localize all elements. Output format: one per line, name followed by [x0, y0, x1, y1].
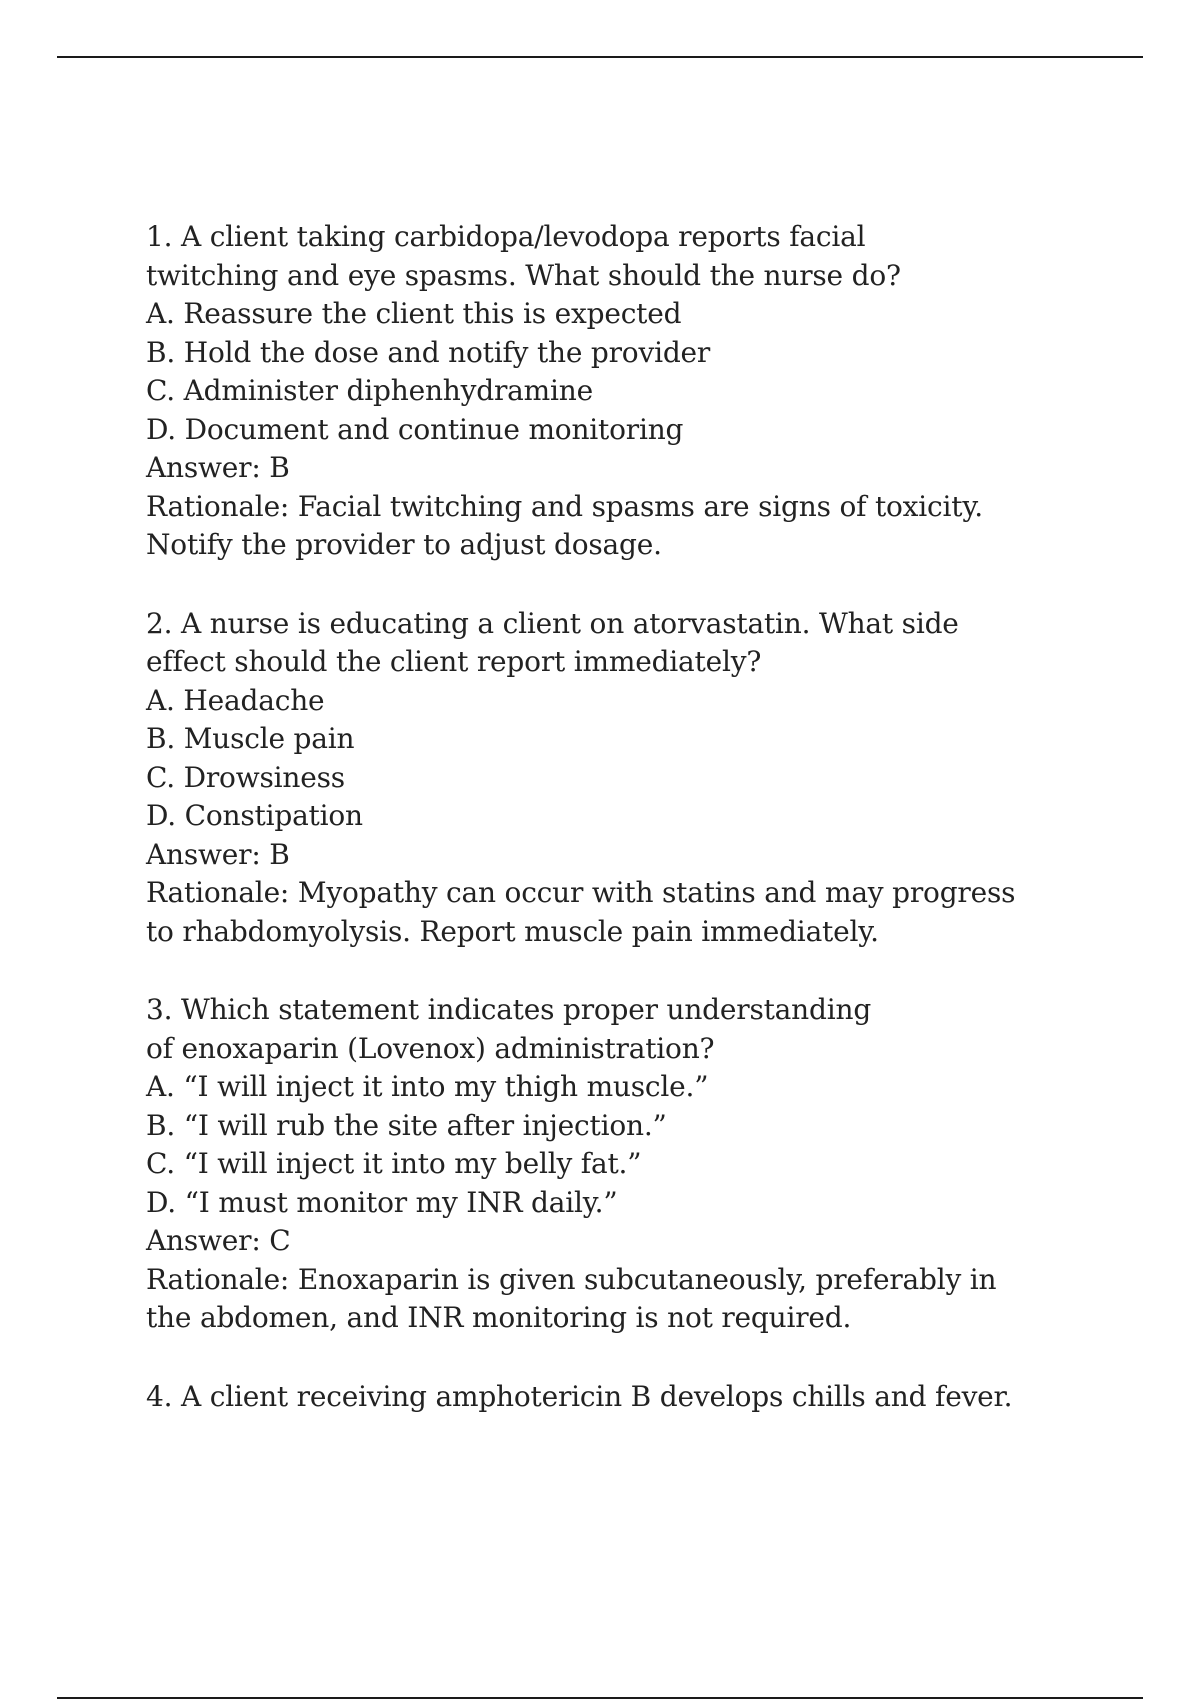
answer: Answer: C [146, 1224, 291, 1257]
option-b: B. Muscle pain [146, 722, 355, 755]
option-d: D. Document and continue monitoring [146, 412, 684, 446]
option-b: B. “I will rub the site after injection.” [146, 1108, 667, 1142]
option-a: A. “I will inject it into my thigh muscle.” [146, 1070, 709, 1103]
document-body [146, 218, 1046, 1456]
question-3 [146, 991, 1046, 1338]
option-d: D. Constipation [146, 799, 363, 832]
question-stem: 4. A client receiving amphotericin B develops chills and fever. [146, 1379, 1013, 1413]
answer: Answer: B [146, 837, 290, 871]
bottom-rule [57, 1697, 1143, 1699]
question-stem: 1. A client taking carbidopa/levodopa reports facial twitching and eye spasms. What should the nurse do? [146, 220, 901, 292]
question-stem: 3. Which statement indicates proper understanding of enoxaparin (Lovenox) administration? [146, 993, 872, 1065]
top-rule [57, 56, 1143, 58]
rationale: Rationale: Myopathy can occur with statins and may progress to rhabdomyolysis. Report muscle pain immediately. [146, 876, 1016, 948]
option-c: C. “I will inject it into my belly fat.” [146, 1147, 642, 1180]
option-c: C. Administer diphenhydramine [146, 374, 593, 407]
option-b: B. Hold the dose and notify the provider [146, 335, 711, 369]
option-a: A. Headache [146, 683, 325, 717]
rationale: Rationale: Facial twitching and spasms are signs of toxicity. Notify the provider to adjust dosage. [146, 489, 983, 561]
answer: Answer: B [146, 451, 290, 484]
option-c: C. Drowsiness [146, 760, 345, 794]
question-1 [146, 218, 1046, 565]
option-a: A. Reassure the client this is expected [146, 297, 682, 330]
option-d: D. “I must monitor my INR daily.” [146, 1185, 618, 1219]
question-4 [146, 1378, 1046, 1417]
question-stem: 2. A nurse is educating a client on atorvastatin. What side effect should the client report immediately? [146, 606, 959, 678]
rationale: Rationale: Enoxaparin is given subcutaneously, preferably in the abdomen, and INR monitoring is not required. [146, 1262, 997, 1334]
question-2 [146, 605, 1046, 952]
